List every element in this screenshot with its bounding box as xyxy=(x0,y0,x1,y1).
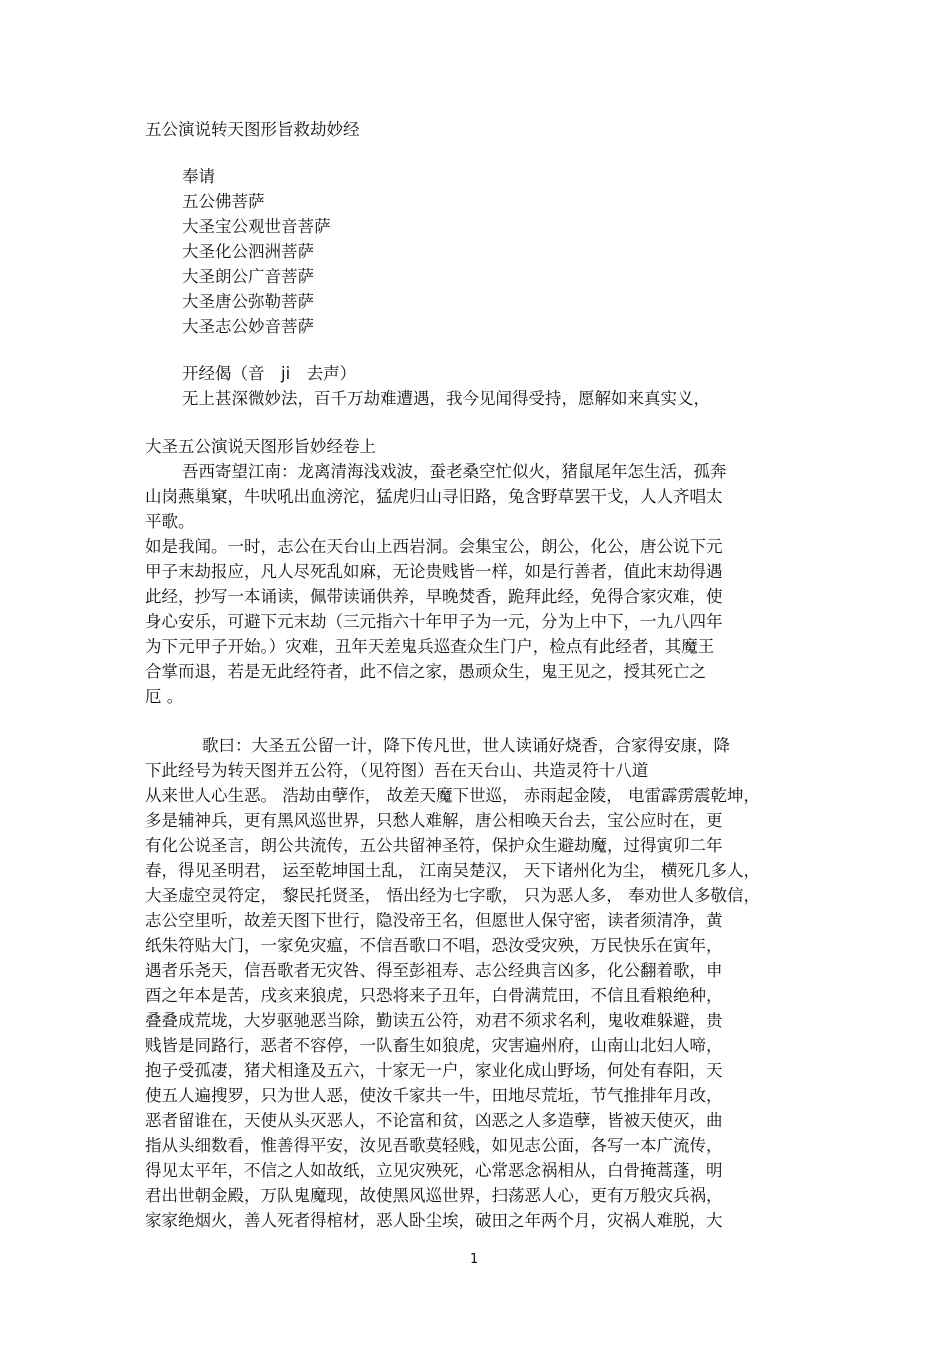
song-line: 指从头细数看，惟善得平安，汝见吾歌莫轻贱，如见志公面，各写一本广流传， xyxy=(145,1136,723,1155)
song-line: 志公空里听，故差天图下世行，隐没帝王名，但愿世人保守密，读者须清净，黄 xyxy=(145,911,723,930)
prologue-line: 平歌。 xyxy=(145,512,195,531)
invocation-line: 大圣朗公广音菩萨 xyxy=(182,267,314,286)
song-line: 得见太平年，不信之人如故纸，立见灾殃死，心常恶念祸相从，白骨掩蒿蓬，明 xyxy=(145,1161,723,1180)
song-line: 从来世人心生恶。 浩劫由孽作， 故差天魔下世巡， 赤雨起金陵， 电雷霹雳震乾坤， xyxy=(145,786,760,805)
song-line: 有化公说圣言，朗公共流传，五公共留神圣符，保护众生避劫魔，过得寅卯二年 xyxy=(145,836,723,855)
song-line: 遇者乐尧天，信吾歌者无灾咎、得至彭祖寿、志公经典言凶多，化公翻着歌，申 xyxy=(145,961,723,980)
song-line: 恶者留谁在，天使从头灭恶人，不论富和贫，凶恶之人多造孽，皆被天使灭，曲 xyxy=(145,1111,723,1130)
song-line: 纸朱符贴大门，一家免灾瘟，不信吾歌口不唱，恐汝受灾殃，万民快乐在寅年， xyxy=(145,936,723,955)
invocation-line: 大圣志公妙音菩萨 xyxy=(182,317,314,336)
song-line: 酉之年本是苦，戌亥来狼虎，只恐将来子丑年，白骨满荒田，不信且看粮绝种， xyxy=(145,986,723,1005)
song-line: 春，得见圣明君， 运至乾坤国土乱， 江南吴楚汉， 天下诸州化为尘， 横死几多人， xyxy=(145,861,760,880)
narrative-line: 合掌而退，若是无此经符者，此不信之家，愚顽众生，鬼王见之，授其死亡之 xyxy=(145,662,706,681)
invocation-line: 大圣化公泗洲菩萨 xyxy=(182,242,314,261)
song-line: 贱皆是同路行，恶者不容停，一队畜生如狼虎，灾害遍州府，山南山北妇人啼， xyxy=(145,1036,723,1055)
song-line: 叠叠成荒垅，大岁驱驰恶当除，勤读五公符，劝君不须求名利，鬼收难躲避，贵 xyxy=(145,1011,723,1030)
prologue-line: 吾西寄望江南：龙离清海浅戏波，蚕老桑空忙似火，猪鼠尾年怎生活，孤奔 xyxy=(182,462,727,481)
narrative-line: 身心安乐，可避下元末劫（三元指六十年甲子为一元，分为上中下，一九八四年 xyxy=(145,612,723,631)
page-number: 1 xyxy=(470,1252,479,1267)
document-title: 五公演说转天图形旨救劫妙经 xyxy=(145,120,360,139)
song-line: 多是辅神兵，更有黑风巡世界，只愁人难解，唐公相唤天台去，宝公应时在，更 xyxy=(145,811,723,830)
song-line: 抱子受孤凄，猪犬相逢及五六，十家无一户，家业化成山野场，何处有春阳，天 xyxy=(145,1061,723,1080)
song-line: 君出世朝金殿，万队鬼魔现，故使黑风巡世界，扫荡恶人心，更有万般灾兵祸， xyxy=(145,1186,723,1205)
narrative-line: 甲子末劫报应，凡人尽死乱如麻，无论贵贱皆一样，如是行善者，值此末劫得遇 xyxy=(145,562,723,581)
invocation-line: 奉请 xyxy=(182,167,215,186)
song-line: 大圣虚空灵符定， 黎民托贤圣， 悟出经为七字歌， 只为恶人多， 奉劝世人多敬信， xyxy=(145,886,760,905)
song-line: 使五人遍搜罗，只为世人恶，使汝千家共一牛，田地尽荒坵，节气推排年月改， xyxy=(145,1086,723,1105)
song-line: 歌曰：大圣五公留一计，降下传凡世，世人读诵好烧香，合家得安康，降 xyxy=(202,736,730,755)
prologue-line: 山岗燕巢窠，牛吠吼出血滂沱，猛虎归山寻旧路，兔含野草罢干戈，人人齐唱太 xyxy=(145,487,723,506)
invocation-line: 五公佛菩萨 xyxy=(182,192,265,211)
narrative-line: 厄 。 xyxy=(145,687,184,706)
narrative-line: 为下元甲子开始。）灾难，丑年天差鬼兵巡查众生门户，检点有此经者，其魔王 xyxy=(145,637,715,656)
narrative-line: 如是我闻。一时，志公在天台山上西岩洞。会集宝公，朗公，化公，唐公说下元 xyxy=(145,537,723,556)
invocation-line: 大圣唐公弥勒菩萨 xyxy=(182,292,314,311)
invocation-line: 大圣宝公观世音菩萨 xyxy=(182,217,331,236)
opening-verse-text: 无上甚深微妙法，百千万劫难遭遇，我今见闻得受持，愿解如来真实义， xyxy=(182,389,710,408)
song-line: 家家绝烟火，善人死者得棺材，恶人卧尘埃，破田之年两个月，灾祸人难脱，大 xyxy=(145,1211,723,1230)
song-line: 下此经号为转天图并五公符，（见符图）吾在天台山、共造灵符十八道 xyxy=(145,761,649,780)
volume-title: 大圣五公演说天图形旨妙经卷上 xyxy=(145,437,376,456)
narrative-line: 此经，抄写一本诵读，佩带读诵供养，早晚焚香，跪拜此经，免得合家灾难，使 xyxy=(145,587,723,606)
opening-verse-title: 开经偈（音 ji 去声） xyxy=(182,364,357,383)
